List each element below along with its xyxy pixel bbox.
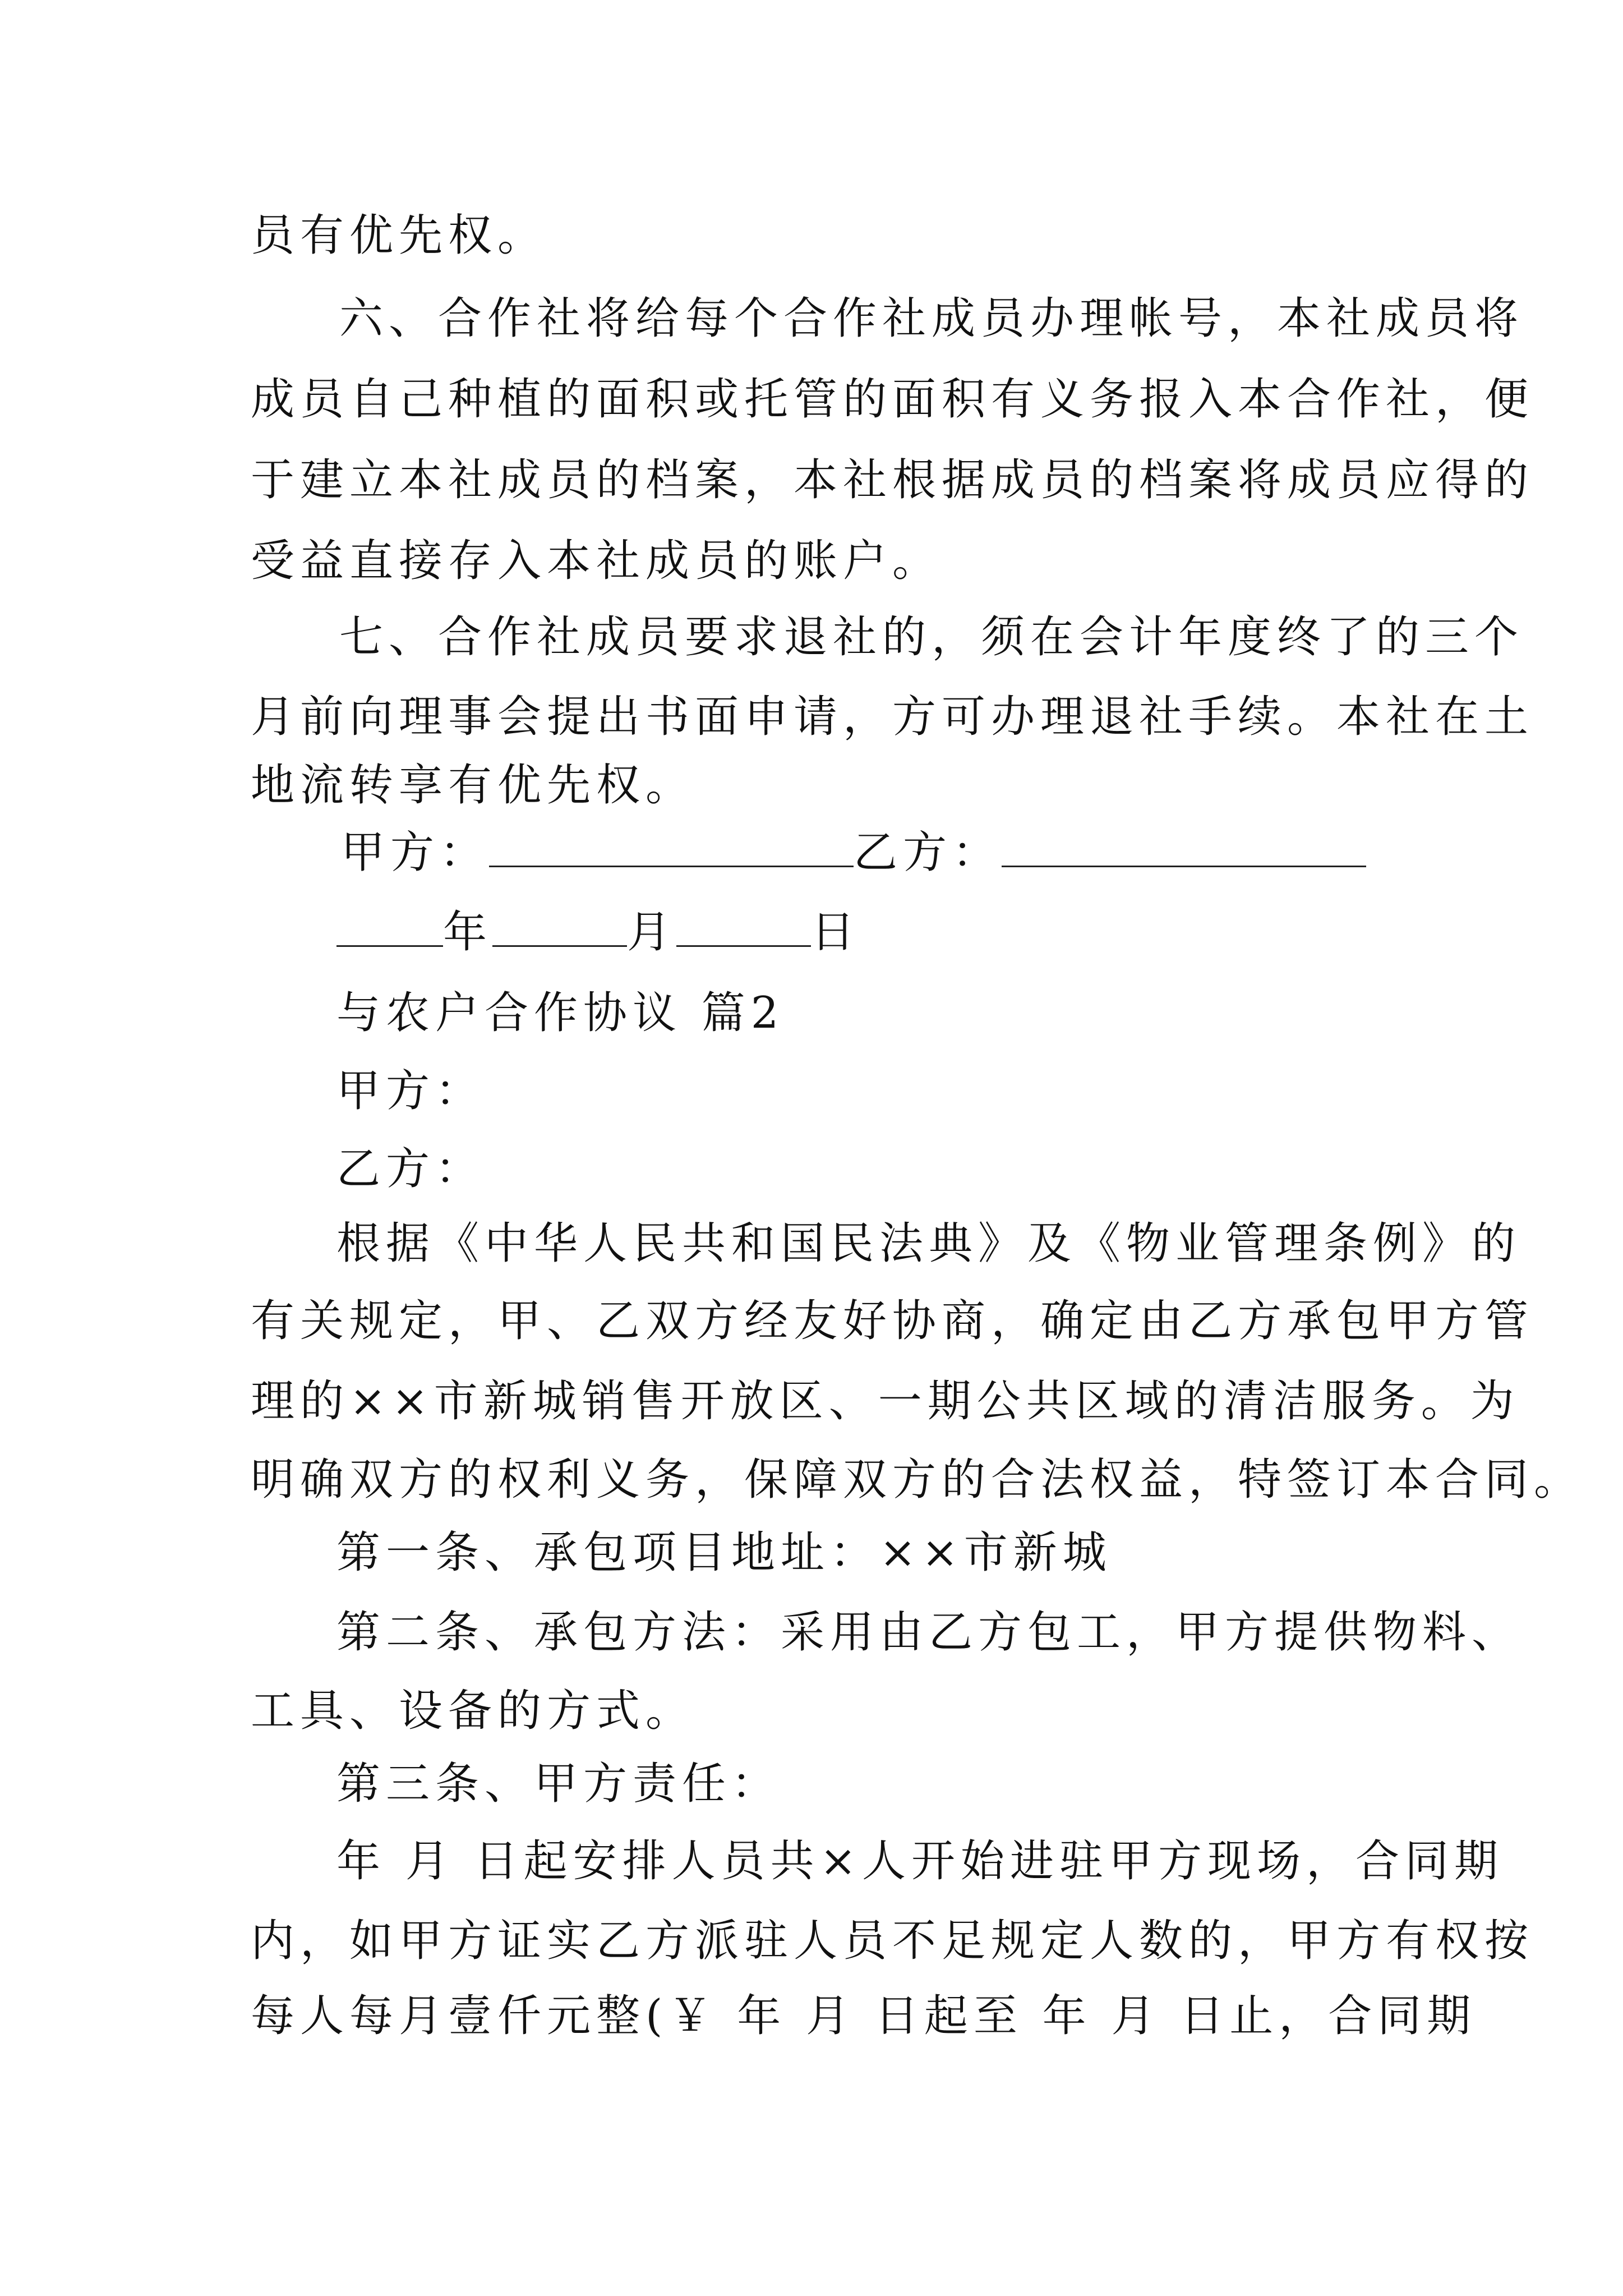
- text-line: 年 月 日起安排人员共×人开始进驻甲方现场，合同期: [336, 1836, 1504, 1887]
- text-line: 第二条、承包方法：采用由乙方包工，甲方提供物料、: [336, 1607, 1521, 1658]
- party-b-label: 乙方：: [854, 827, 1002, 878]
- party-a-label: 甲方：: [341, 827, 490, 878]
- text-line: 明确双方的权利义务，保障双方的合法权益，特签订本合同。: [251, 1455, 1584, 1505]
- text-line: 每人每月壹仟元整(￥ 年 月 日起至 年 月 日止，合同期: [251, 1991, 1477, 2041]
- month-label: 月: [627, 907, 677, 958]
- month-blank: [492, 906, 627, 947]
- text-line: 根据《中华人民共和国民法典》及《物业管理条例》的: [336, 1218, 1521, 1269]
- text-line: 有关规定，甲、乙双方经友好协商，确定由乙方承包甲方管: [251, 1296, 1534, 1346]
- text-line: 第三条、甲方责任：: [336, 1759, 781, 1809]
- text-line: 地流转享有优先权。: [251, 760, 695, 811]
- day-blank: [676, 906, 811, 947]
- text-line: 理的××市新城销售开放区、一期公共区域的清洁服务。为: [251, 1376, 1520, 1427]
- text-line: 成员自己种植的面积或托管的面积有义务报入本合作社，便: [251, 374, 1534, 425]
- date-row: [336, 904, 860, 960]
- text-line: 工具、设备的方式。: [251, 1686, 695, 1736]
- text-line: 于建立本社成员的档案，本社根据成员的档案将成员应得的: [251, 455, 1534, 505]
- party-b-blank: [1002, 826, 1366, 867]
- text-line: 受益直接存入本社成员的账户。: [251, 536, 942, 586]
- text-line: 第一条、承包项目地址：××市新城: [336, 1527, 1112, 1578]
- year-label: 年: [443, 907, 493, 958]
- party-a-blank: [489, 826, 854, 867]
- text-line: 七、合作社成员要求退社的，须在会计年度终了的三个: [339, 612, 1524, 662]
- section-heading: 与农户合作协议 篇2: [336, 988, 785, 1038]
- text-line: 月前向理事会提出书面申请，方可办理退社手续。本社在土: [251, 692, 1534, 742]
- year-blank: [336, 906, 443, 947]
- text-line: 六、合作社将给每个合作社成员办理帐号，本社成员将: [339, 293, 1524, 344]
- text-line: 甲方：: [336, 1066, 485, 1116]
- text-line: 乙方：: [336, 1144, 485, 1194]
- text-line: 员有优先权。: [251, 210, 547, 261]
- day-label: 日: [811, 907, 861, 958]
- text-line: 内，如甲方证实乙方派驻人员不足规定人数的，甲方有权按: [251, 1916, 1534, 1966]
- signature-row: [341, 825, 1366, 881]
